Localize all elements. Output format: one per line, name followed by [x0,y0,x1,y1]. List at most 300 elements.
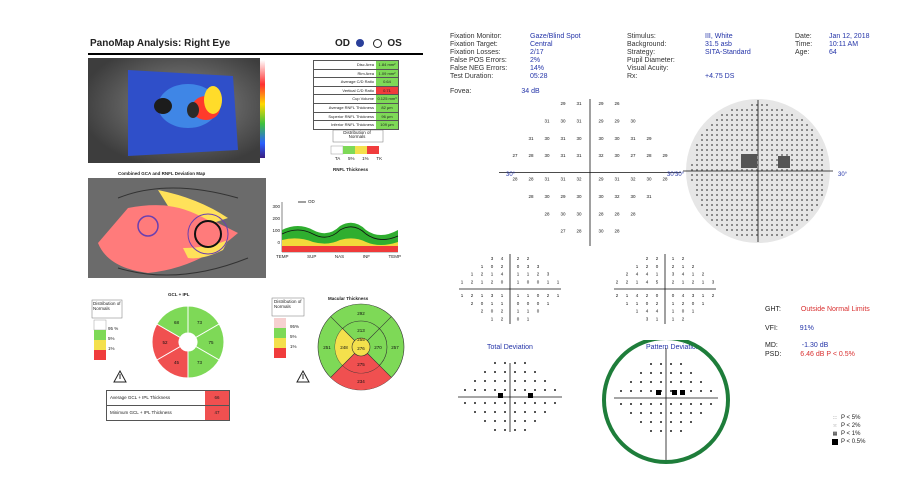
prob-point [474,380,476,382]
grayscale-cell [766,104,768,106]
macula-value: 257 [391,345,399,350]
grayscale-cell [786,154,788,156]
eye-selector[interactable] [335,38,402,49]
grayscale-cell [766,204,768,206]
grayscale-cell [696,179,698,181]
pd-value: 4 [635,271,639,277]
grayscale-cell [796,164,798,166]
info-value: Jan 12, 2018 [829,33,870,40]
grayscale-cell [761,109,763,111]
grayscale-cell [806,154,808,156]
td-value: 1 [556,293,560,298]
grayscale-cell [761,154,763,156]
metric-value: 0.125 mm³ [377,96,397,102]
grayscale-cell [771,134,773,136]
grayscale-cell [791,214,793,216]
prob-point [660,412,662,414]
prob-point [700,412,702,414]
grayscale-cell [711,129,713,131]
grayscale-cell [731,134,733,136]
grayscale-cell [766,149,768,151]
info-value: SITA-Standard [705,49,751,56]
pd-value: 2 [625,279,629,285]
grayscale-cell [751,124,753,126]
grayscale-cell [816,189,818,191]
sensitivity-value: 29 [598,118,604,124]
grayscale-cell [781,139,783,141]
grayscale-cell [801,149,803,151]
grayscale-cell [736,154,738,156]
grayscale-cell [746,109,748,111]
legend-label: P < 5% [841,415,861,421]
grayscale-cell [721,189,723,191]
pd-value: 4 [635,293,639,298]
grayscale-cell [771,219,773,221]
grayscale-cell [706,154,708,156]
td-probability [455,355,565,440]
grayscale-cell [781,124,783,126]
info-value: 10:11 AM [829,41,859,48]
grayscale-cell [726,189,728,191]
grayscale-cell [821,179,823,181]
grayscale-cell [746,129,748,131]
od-radio[interactable] [356,39,364,47]
grayscale-cell [781,109,783,111]
grayscale-cell [711,174,713,176]
pd-value: 4 [681,293,685,298]
grayscale-cell [806,204,808,206]
grayscale-cell [806,129,808,131]
grayscale-cell [771,174,773,176]
dist-tick: 5% [347,156,355,161]
grayscale-cell [696,159,698,161]
grayscale-cell [746,189,748,191]
metric-value: 0.71 [376,87,398,95]
grayscale-cell [796,179,798,181]
sensitivity-value: 30 [560,211,566,217]
grayscale-cell [731,184,733,186]
td-value: 2 [536,271,540,277]
grayscale-cell [791,139,793,141]
sensitivity-value: 27 [560,228,566,234]
grayscale-cell [711,194,713,196]
vf-info-mid [627,33,751,81]
gcl-pct [108,326,118,351]
os-radio[interactable] [373,39,382,48]
grayscale-cell [726,204,728,206]
pd-value: 2 [645,256,649,261]
grayscale-cell [796,139,798,141]
grayscale-cell [791,209,793,211]
prob-point [640,403,642,405]
grayscale-cell [731,204,733,206]
metric-value: 96 μm [376,113,398,121]
grayscale-cell [761,174,763,176]
grayscale-cell [766,189,768,191]
metric-row [313,113,399,122]
grayscale-cell [711,179,713,181]
pd-value: 1 [625,293,629,298]
grayscale-cell [776,209,778,211]
grayscale-cell [796,174,798,176]
prob-point [484,411,486,413]
grayscale-cell [806,124,808,126]
pd-value: 3 [711,279,715,285]
tsnit-ytick: 300 [272,204,280,209]
prob-point [670,381,672,383]
sensitivity-value: 30 [630,193,636,199]
dot-symbol: ∷ [833,415,837,421]
grayscale-cell [751,224,753,226]
prob-point [700,381,702,383]
grayscale-cell [691,179,693,181]
metric-label: Superior RNFL Thickness [314,113,376,121]
pd-value: 1 [681,279,685,285]
grayscale-cell [736,159,738,161]
grayscale-cell [736,134,738,136]
td-value: 1 [516,293,520,298]
pd-value: 1 [701,279,705,285]
ght-label: GHT: [765,306,781,313]
prob-point [670,372,672,374]
grayscale-cell [721,224,723,226]
macula-value: 255 [357,337,365,342]
pd-value: 2 [615,293,619,298]
td-value: 4 [500,256,504,261]
grayscale-cell [811,194,813,196]
grayscale-cell [761,229,763,231]
prob-point [660,372,662,374]
grayscale-cell [701,144,703,146]
pd-value: 1 [635,308,639,314]
grayscale-cell [781,199,783,201]
md-row [765,342,828,349]
grayscale-cell [726,194,728,196]
info-label: Fixation Monitor: [450,33,502,40]
grayscale-cell [806,209,808,211]
td-value: 3 [490,256,494,261]
sensitivity-value: 30 [544,153,550,159]
legend-row [832,438,865,446]
grayscale-cell [736,129,738,131]
grayscale-cell [751,139,753,141]
td-value: 1 [516,279,520,285]
grayscale-cell [726,159,728,161]
prob-point [660,381,662,383]
grayscale-cell [716,194,718,196]
grayscale-cell [706,164,708,166]
prob-point [464,389,466,391]
grayscale-cell [716,199,718,201]
grayscale-cell [791,189,793,191]
pd-value: 1 [671,256,675,261]
metric-value: 0.64 [376,78,398,86]
grayscale-cell [776,234,778,236]
gcl-row [106,405,230,421]
metric-row [313,78,399,87]
grayscale-cell [711,159,713,161]
grayscale-cell [721,159,723,161]
td-value: 1 [480,263,484,269]
gray-deg-right: 30° [838,172,848,178]
grayscale-cell [721,149,723,151]
sensitivity-value: 31 [576,153,582,159]
pd-value: 2 [655,256,659,261]
prob-point [670,403,672,405]
info-value: 05:28 [530,73,548,80]
grayscale-cell [786,229,788,231]
prob-point [514,389,516,391]
sensitivity-value: 31 [544,118,550,124]
prob-point [620,403,622,405]
grayscale-cell [721,184,723,186]
grayscale-cell [771,154,773,156]
metric-value: 1.09 mm² [376,70,398,78]
grayscale-cell [806,219,808,221]
prob-point [710,390,712,392]
grayscale-cell [791,149,793,151]
prob-point [650,381,652,383]
macula-pct-label: 95% [290,324,300,329]
grayscale-cell [736,209,738,211]
grayscale-cell [801,159,803,161]
grayscale-cell [746,229,748,231]
prob-point [700,390,702,392]
prob-point [670,430,672,432]
grayscale-cell [776,149,778,151]
grayscale-cell [736,124,738,126]
grayscale-cell [746,184,748,186]
grayscale-cell [731,159,733,161]
grayscale-cell [726,154,728,156]
vf-info-right [795,33,869,57]
info-row [450,49,581,57]
grayscale-cell [766,164,768,166]
grayscale-cell [731,194,733,196]
pd-value: 2 [681,256,685,261]
grayscale-cell [781,174,783,176]
grayscale-cell [801,174,803,176]
prob-point [474,389,476,391]
grayscale-cell [746,139,748,141]
grayscale-cell [786,204,788,206]
grayscale-cell [796,124,798,126]
prob-point [524,429,526,431]
pd-value: 2 [671,263,675,269]
prob-point [700,403,702,405]
grayscale-cell [791,199,793,201]
pd-value: 0 [691,300,695,306]
info-row [450,57,581,65]
grayscale-cell [781,149,783,151]
grayscale-cell [746,144,748,146]
grayscale-cell [771,184,773,186]
prob-point [640,372,642,374]
rnfl-deviation-map [88,178,268,286]
grayscale-cell [741,234,743,236]
tsnit-yticks [268,204,280,245]
info-row [627,49,751,57]
grayscale-cell [701,184,703,186]
grayscale-cell [786,129,788,131]
prob-point [680,421,682,423]
grayscale-cell [776,154,778,156]
pd-value: 1 [701,293,705,298]
prob-point [534,389,536,391]
grayscale-cell [811,189,813,191]
grayscale-cell [706,129,708,131]
prob-point [504,402,506,404]
macula-value: 213 [357,328,365,333]
grayscale-cell [761,219,763,221]
pd-value: 1 [691,271,695,277]
prob-point [504,411,506,413]
warning-icon [113,370,127,383]
td-value: 0 [516,300,520,306]
grayscale-cell [806,149,808,151]
gcl-row-label: Minimum GCL + IPL Thickness [110,410,172,415]
sensitivity-value: 28 [528,193,534,199]
macula-grid [315,302,411,394]
grayscale-cell [766,159,768,161]
grayscale-cell [806,159,808,161]
grayscale-cell [811,129,813,131]
grayscale-dark-patch [741,154,757,168]
grayscale-cell [721,209,723,211]
sensitivity-value: 29 [560,101,566,106]
prob-point [690,381,692,383]
td-value: 2 [500,308,504,314]
grayscale-cell [751,219,753,221]
pd-value: 1 [655,271,659,277]
grayscale-cell [796,194,798,196]
sensitivity-value: 32 [598,153,604,159]
grayscale-cell [751,134,753,136]
grayscale-cell [746,199,748,201]
grayscale-cell [716,144,718,146]
grayscale-cell [731,164,733,166]
grayscale-cell [821,194,823,196]
grayscale-cell [796,204,798,206]
grayscale-cell [776,184,778,186]
prob-point [494,380,496,382]
grayscale-cell [741,219,743,221]
prob-point [630,390,632,392]
grayscale-cell [771,179,773,181]
grayscale-cell [781,129,783,131]
grayscale-cell [776,134,778,136]
grayscale-cell [736,114,738,116]
grayscale-cell [741,184,743,186]
grayscale-cell [821,159,823,161]
grayscale-cell [776,109,778,111]
grayscale-cell [776,199,778,201]
grayscale-cell [751,214,753,216]
prob-point [524,389,526,391]
probability-legend [832,414,865,446]
grayscale-cell [726,144,728,146]
grayscale-cell [741,214,743,216]
grayscale-cell [731,129,733,131]
pd-value: 2 [645,293,649,298]
td-value: 0 [490,263,494,269]
grayscale-cell [806,214,808,216]
pd-value: 4 [681,271,685,277]
grayscale-cell [781,209,783,211]
pd-value: 1 [655,316,659,322]
metrics-table [313,60,399,130]
grayscale-cell [791,174,793,176]
grayscale-cell [721,154,723,156]
info-row [450,41,581,49]
sensitivity-value: 30 [598,193,604,199]
grayscale-cell [731,109,733,111]
grayscale-cell [806,134,808,136]
grayscale-cell [706,174,708,176]
prob-point [504,389,506,391]
grayscale-cell [781,119,783,121]
grayscale-cell [746,194,748,196]
prob-point [640,381,642,383]
grayscale-cell [701,174,703,176]
prob-point [544,402,546,404]
grayscale-cell [731,224,733,226]
grayscale-cell [806,189,808,191]
grayscale-cell [786,139,788,141]
vfi-row [765,325,814,332]
prob-point [494,429,496,431]
pd-value: 2 [645,263,649,269]
legend-row [832,422,865,430]
sensitivity-value: 30 [646,176,652,182]
macula-value: 276 [357,346,365,351]
deg-right: 30° [667,172,677,178]
grayscale-cell [781,154,783,156]
grayscale-cell [811,134,813,136]
grayscale-cell [791,179,793,181]
gcl-pct-label: 1% [108,346,115,351]
tsnit-axis-label: SUP [307,254,317,259]
grayscale-cell [751,209,753,211]
map1-caption: Combined GCA and RNFL Deviation Map [118,171,206,176]
grayscale-cell [721,219,723,221]
pd-value: 2 [691,279,695,285]
grayscale-cell [726,114,728,116]
sensitivity-value: 31 [528,135,534,141]
grayscale-cell [781,114,783,116]
macula-value: 251 [323,345,331,350]
grayscale-cell [736,189,738,191]
grayscale-cell [751,144,753,146]
info-value: 2/17 [530,49,544,56]
grayscale-cell [796,144,798,146]
prob-point [670,421,672,423]
td-value: 2 [470,279,474,285]
grayscale-cell [766,234,768,236]
sensitivity-value: 31 [560,176,566,182]
prob-point [710,403,712,405]
gray-deg-left: 30° [675,172,685,178]
grayscale-cell [776,114,778,116]
pd-value: 5 [655,279,659,285]
pd-value: 2 [681,300,685,306]
tsnit-axis-label: TEMP [388,254,401,259]
grayscale-cell [726,184,728,186]
grayscale-cell [766,179,768,181]
prob-point [504,371,506,373]
tsnit-axis-label: TEMP [276,254,289,259]
grayscale-cell [731,119,733,121]
